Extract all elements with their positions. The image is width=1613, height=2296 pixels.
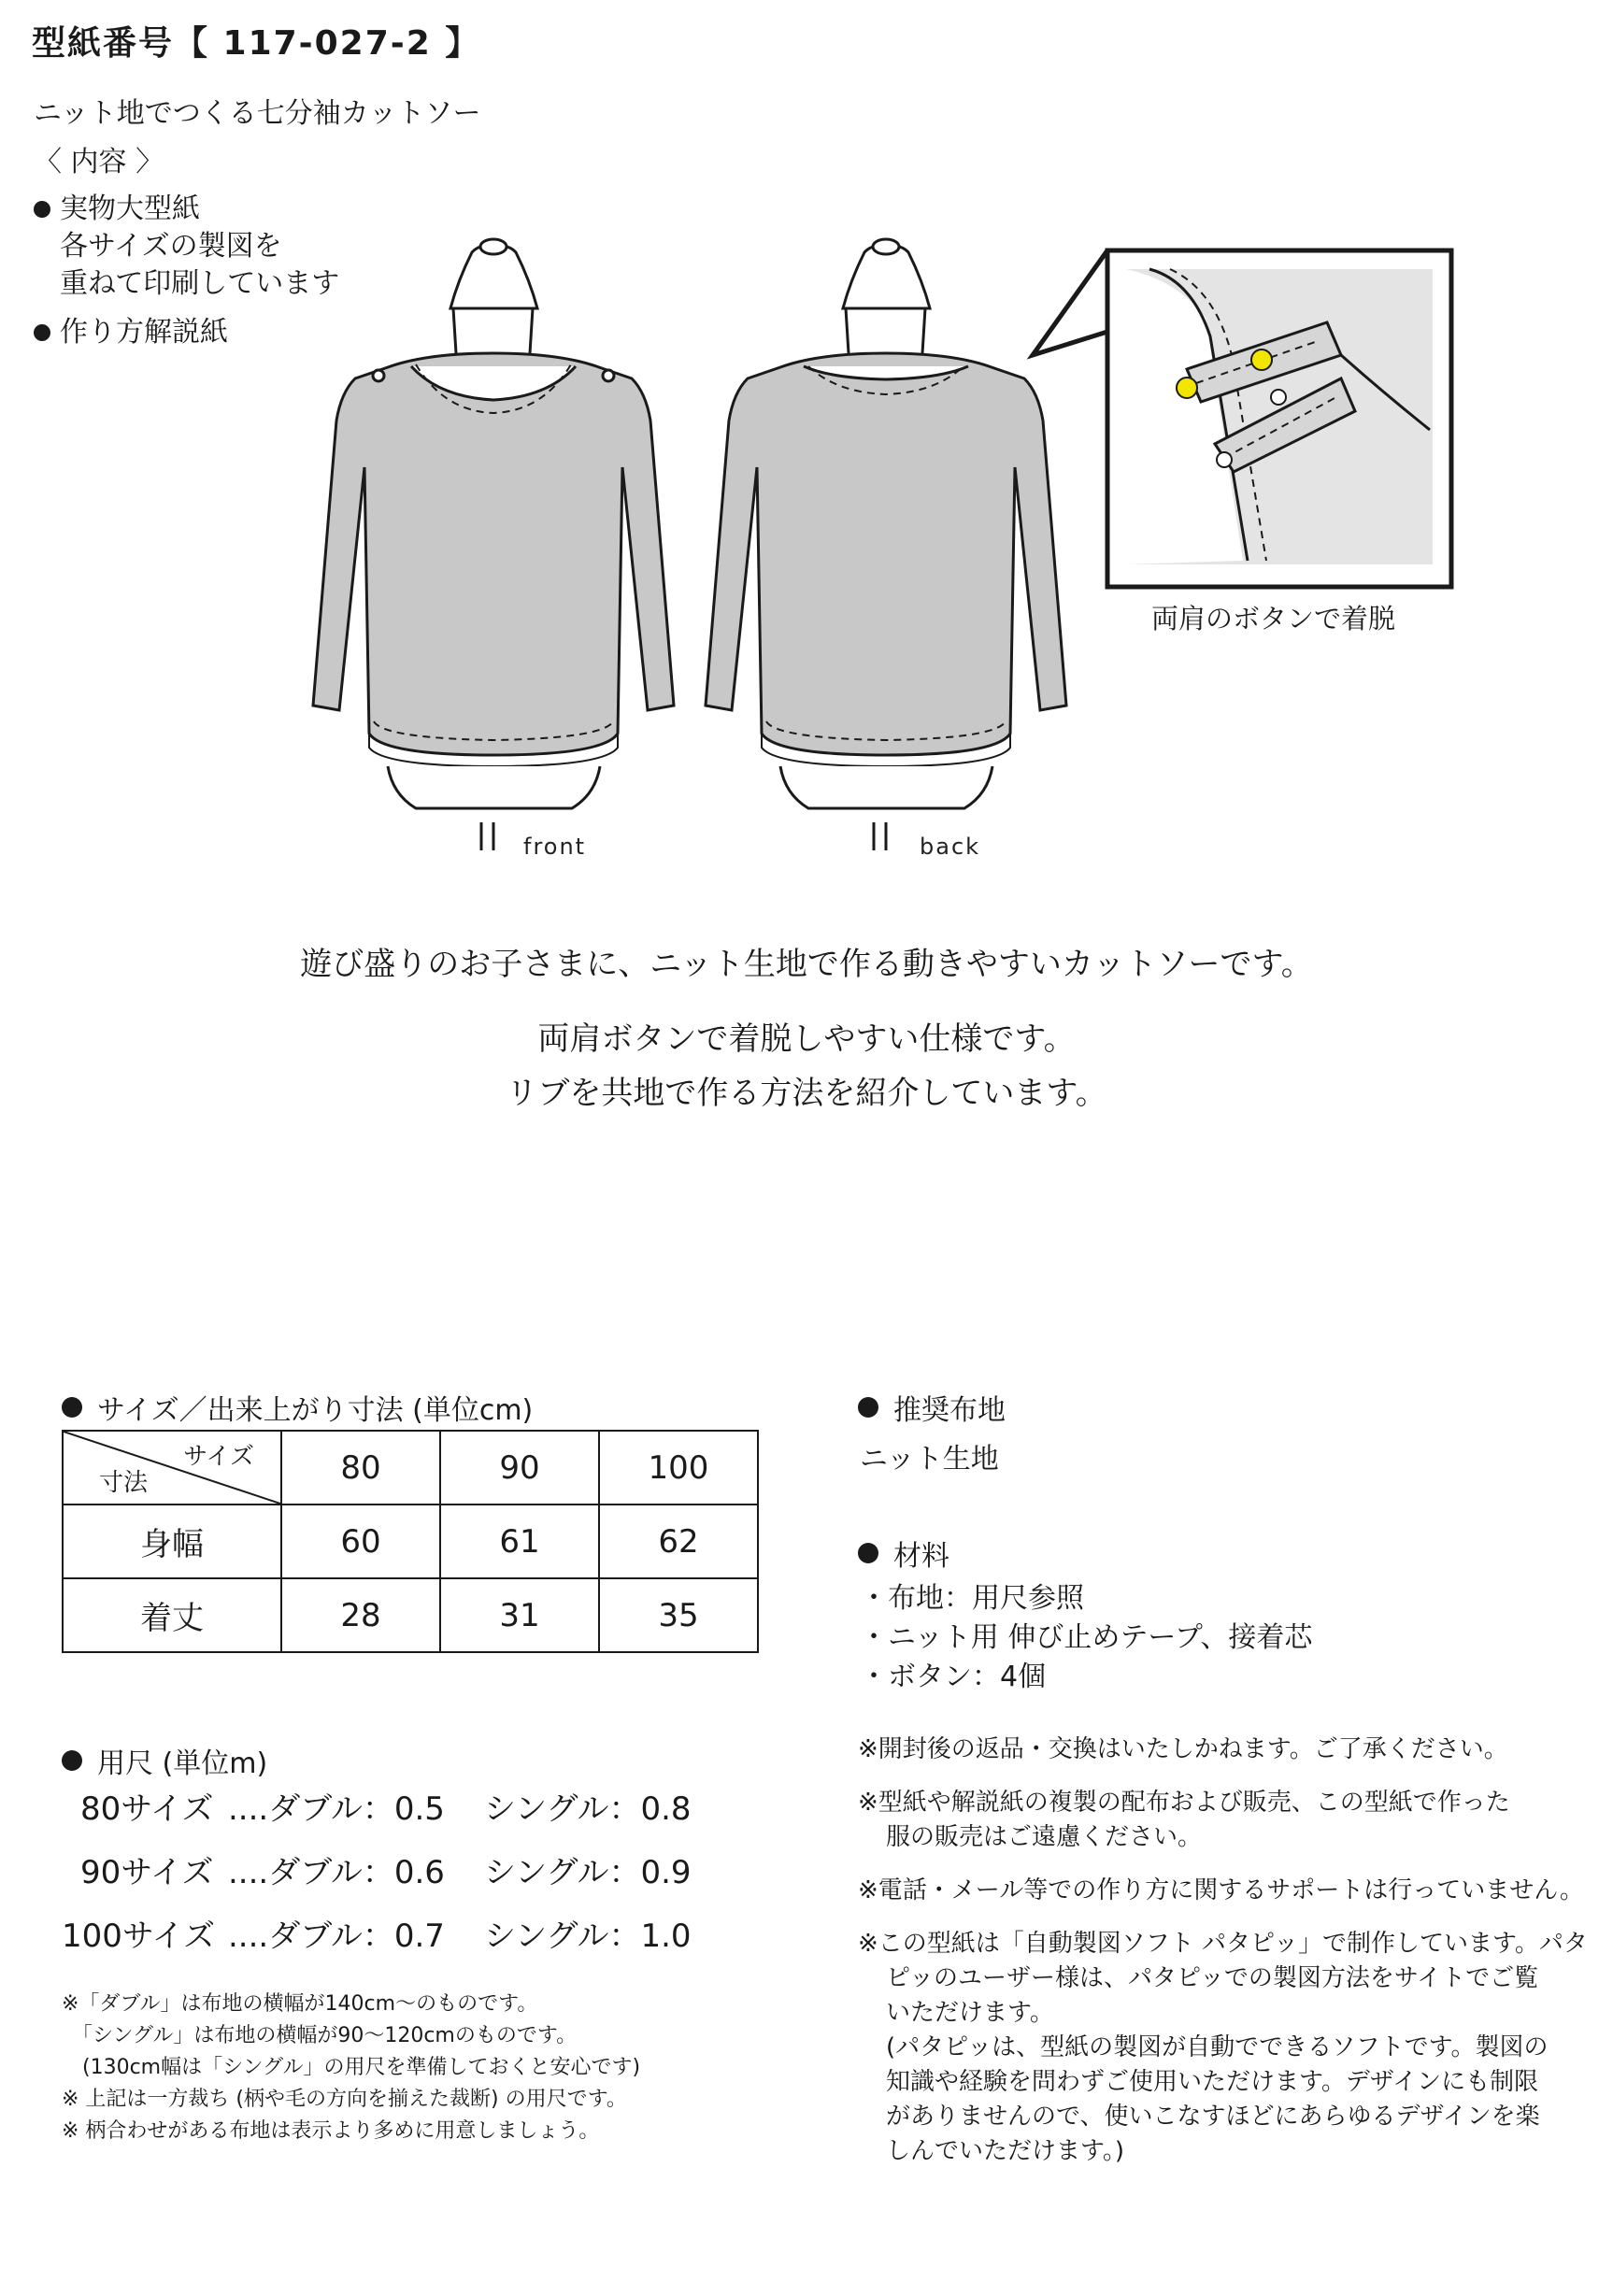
corner-dimension-label: 寸法 [99, 1469, 149, 1497]
materials-title: 材料 [893, 1540, 949, 1573]
yardage-row [62, 1783, 716, 1847]
notice-line: 服の販売はご遠慮ください。 [886, 1823, 1203, 1851]
notices [858, 1733, 1588, 2188]
yardage-note: 「シングル」は布地の横幅が90～120cmのものです。 [62, 2024, 578, 2047]
yardage-size: 80サイズ [80, 1790, 214, 1828]
notice-line: ※電話・メール等での作り方に関するサポートは行っていません。 [858, 1876, 1584, 1904]
row-label-cell: 身幅 [63, 1505, 281, 1578]
button-icon [603, 370, 614, 381]
fabric-text: ニット生地 [860, 1443, 999, 1476]
yardage-list [62, 1783, 716, 1974]
back-view [706, 239, 1066, 850]
pattern-number-title: 型紙番号【 117-027-2 】 [32, 24, 481, 63]
materials-heading [858, 1533, 949, 1574]
notice-line: しんでいただけます。) [886, 2137, 1125, 2165]
contents-line: 作り方解説紙 [60, 316, 228, 349]
notice-line: ※この型紙は「自動製図ソフト パタピッ」で制作しています。パタ [858, 1930, 1588, 1958]
mannequin-cap [480, 239, 507, 254]
bullet-icon [62, 1750, 82, 1771]
notice-line: ※型紙や解説紙の複製の配布および販売、この型紙で作った [858, 1789, 1510, 1817]
size-header-cell: 100 [599, 1431, 758, 1505]
yardage-heading [62, 1740, 267, 1781]
bullet-icon [858, 1397, 878, 1418]
table-cell: 31 [440, 1578, 599, 1652]
notice-line: ※開封後の返品・交換はいたしかねます。ご了承ください。 [858, 1735, 1508, 1763]
table-corner-cell [63, 1431, 281, 1505]
front-label: front [523, 834, 587, 860]
snap-icon [1217, 452, 1232, 467]
notice-line: 知識や経験を問わずご使用いただけます。デザインにも制限 [886, 2068, 1539, 2096]
table-row [63, 1578, 758, 1652]
shoulder-button-callout [1033, 250, 1451, 587]
button-icon [373, 370, 384, 381]
notice-block [858, 1786, 1568, 1855]
materials-list [860, 1579, 1312, 1697]
size-header-cell: 80 [281, 1431, 440, 1505]
contents-line: 各サイズの製図を [60, 230, 282, 263]
yardage-note: (130cm幅は「シングル」の用尺を準備しておくと安心です) [62, 2056, 641, 2079]
contents-label: 〈 内容 〉 [34, 146, 164, 178]
back-garment [706, 353, 1066, 755]
notice-line: ピッのユーザー様は、パタピッでの製図方法をサイトでご覧 [886, 1964, 1539, 1992]
yardage-notes [62, 1989, 640, 2147]
notice-block [858, 1733, 1568, 1767]
mannequin-stand [874, 822, 886, 850]
materials-item: ・ボタン：4個 [860, 1661, 1047, 1693]
snap-icon [1271, 390, 1286, 405]
yardage-note: ※ 上記は一方裁ち (柄や毛の方向を揃えた裁断) の用尺です。 [62, 2088, 627, 2111]
bullet-icon [858, 1543, 878, 1563]
yellow-button-icon [1177, 378, 1197, 398]
row-label-cell: 着丈 [63, 1578, 281, 1652]
yardage-row [62, 1910, 716, 1974]
notice-block [858, 1874, 1584, 1908]
mannequin-base [780, 766, 992, 808]
table-row [63, 1505, 758, 1578]
notice-line: がありませんので、使いこなすほどにあらゆるデザインを楽 [886, 2103, 1540, 2131]
yardage-size: 100サイズ [62, 1918, 216, 1955]
corner-size-label: サイズ [183, 1443, 254, 1471]
notice-block [858, 1927, 1588, 2169]
yardage-single: シングル：0.8 [484, 1790, 692, 1828]
contents-line: 実物大型紙 [60, 193, 200, 225]
front-view [313, 239, 674, 850]
yardage-note: ※「ダブル」は布地の横幅が140cm～のものです。 [62, 1992, 538, 2016]
description-line: リブを共地で作る方法を紹介しています。 [506, 1075, 1107, 1112]
size-table [62, 1430, 759, 1653]
size-section-title: サイズ／出来上がり寸法 (単位cm) [97, 1394, 534, 1427]
callout-caption: 両肩のボタンで着脱 [1151, 603, 1396, 635]
table-cell: 35 [599, 1578, 758, 1652]
garment-illustration [0, 0, 1613, 878]
yardage-size: 90サイズ [80, 1854, 214, 1891]
yardage-single: シングル：1.0 [484, 1918, 692, 1955]
table-cell: 62 [599, 1505, 758, 1578]
product-subtitle: ニット地でつくる七分袖カットソー [34, 97, 481, 130]
table-row [63, 1431, 758, 1505]
yellow-button-icon [1251, 349, 1272, 370]
size-section-heading [62, 1387, 533, 1428]
yardage-double: ....ダブル：0.6 [228, 1854, 445, 1891]
yardage-row [62, 1847, 716, 1910]
back-label: back [920, 834, 981, 860]
yardage-title: 用尺 (単位m) [97, 1747, 268, 1780]
yardage-single: シングル：0.9 [484, 1854, 692, 1891]
yardage-double: ....ダブル：0.5 [228, 1790, 445, 1828]
yardage-note: ※ 柄合わせがある布地は表示より多めに用意しましょう。 [62, 2119, 600, 2143]
table-cell: 60 [281, 1505, 440, 1578]
size-header-cell: 90 [440, 1431, 599, 1505]
mannequin-neck [846, 308, 925, 353]
notice-line: (パタピッは、型紙の製図が自動でできるソフトです。製図の [886, 2033, 1549, 2061]
mannequin-cap [873, 239, 899, 254]
yardage-double: ....ダブル：0.7 [228, 1918, 445, 1955]
mannequin-base [388, 766, 600, 808]
materials-item: ・ニット用 伸び止めテープ、接着芯 [860, 1621, 1313, 1654]
materials-item: ・布地：用尺参照 [860, 1582, 1084, 1615]
description-line: 両肩ボタンで着脱しやすい仕様です。 [537, 1020, 1076, 1058]
mannequin-neck [453, 308, 533, 353]
description-line: 遊び盛りのお子さまに、ニット生地で作る動きやすいカットソーです。 [300, 946, 1313, 983]
contents-line: 重ねて印刷しています [60, 267, 340, 300]
bullet-icon [62, 1397, 82, 1418]
callout-pointer [1033, 250, 1107, 355]
fabric-title: 推奨布地 [893, 1394, 1006, 1427]
fabric-heading [858, 1387, 1006, 1428]
notice-line: いただけます。 [886, 1999, 1054, 2027]
table-cell: 61 [440, 1505, 599, 1578]
mannequin-stand [481, 822, 493, 850]
table-cell: 28 [281, 1578, 440, 1652]
